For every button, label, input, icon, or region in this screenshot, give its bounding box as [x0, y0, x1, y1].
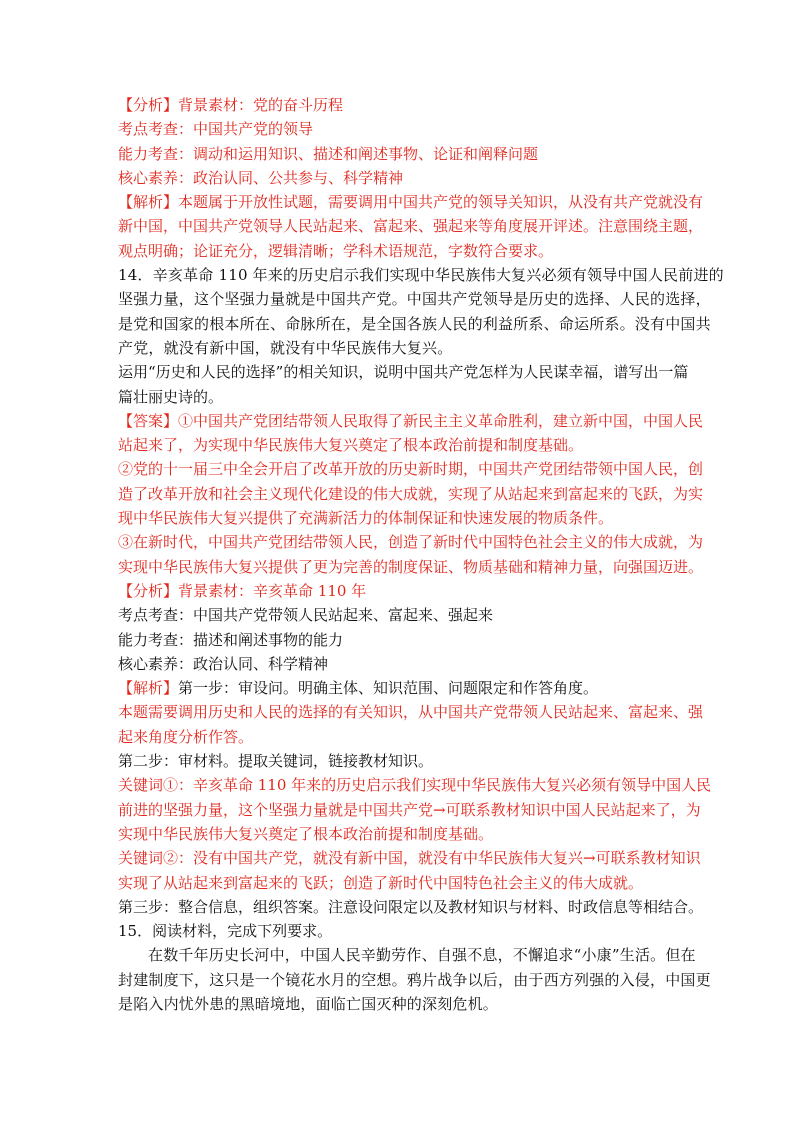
answer-line-2: 站起来了，为实现中华民族伟大复兴奠定了根本政治前提和制度基础。 [118, 436, 584, 455]
analysis-tag: 【分析】 [118, 96, 179, 114]
q15-material-line-3: 是陷入内忧外患的黑暗境地，面临亡国灭种的深刻危机。 [118, 994, 499, 1013]
q14-explanation-line-2: 本题需要调用历史和人民的选择的有关知识，从中国共产党带领人民站起来、富起来、强 [118, 703, 704, 722]
q14-question-line-1: 运用“历史和人民的选择”的相关知识，说明中国共产党怎样为人民谋幸福，谱写出一篇 [118, 363, 689, 382]
q14-analysis-line [118, 579, 688, 603]
q14-question-line-2: 篇壮丽史诗的。 [118, 387, 224, 406]
answer-tag: 【答案】 [118, 411, 179, 430]
explanation-line-3: 观点明确；论证充分，逻辑清晰；学科术语规范，字数符合要求。 [118, 241, 554, 260]
q14-material-line-4: 产党，就没有新中国，就没有中华民族伟大复兴。 [118, 338, 453, 357]
answer-line-4: 造了改革开放和社会主义现代化建设的伟大成就，实现了从站起来到富起来的飞跃，为实 [118, 484, 704, 503]
explanation-tag: 【解析】 [118, 193, 179, 212]
document-page [118, 93, 724, 1016]
answer-line-7: 实现中华民族伟大复兴提供了更为完善的制度保证、物质基础和精神力量，向强国迈进。 [118, 557, 704, 576]
explanation-line-2: 新中国，中国共产党领导人民站起来、富起来、强起来等角度展开评述。注意围绕主题， [118, 217, 704, 236]
answer-text-1: ①中国共产党团结带领人民取得了新民主主义革命胜利，建立新中国，中国人民 [178, 411, 704, 430]
answer-line-3: ②党的十一届三中全会开启了改革开放的历史新时期，中国共产党团结带领中国人民，创 [118, 460, 704, 479]
literacy-line: 核心素养：政治认同、公共参与、科学精神 [118, 168, 404, 187]
q14-material-line-2: 坚强力量，这个坚强力量就是中国共产党。中国共产党领导是历史的选择、人民的选择， [118, 290, 711, 309]
q15-title: 15．阅读材料，完成下列要求。 [118, 922, 333, 941]
q15-material-line-2: 封建制度下，这只是一个镜花水月的空想。鸦片战争以后，由于西方列强的入侵，中国更 [118, 970, 711, 989]
q14-analysis-text: 背景素材：辛亥革命 110 年 [178, 581, 367, 600]
q14-keyword2-line-1: 关键词②：没有中国共产党，就没有新中国，就没有中华民族伟大复兴→可联系教材知识 [118, 849, 701, 868]
q14-exam-point-line: 考点考查：中国共产党带领人民站起来、富起来、强起来 [118, 606, 494, 625]
q14-literacy-line: 核心素养：政治认同、科学精神 [118, 654, 329, 673]
q14-ability-line: 能力考查：描述和阐述事物的能力 [118, 630, 344, 649]
q14-step2-line: 第二步：审材料。提取关键词，链接教材知识。 [118, 752, 434, 771]
q14-keyword1-line-2: 前进的坚强力量，这个坚强力量就是中国共产党→可联系教材知识中国人民站起来了，为 [118, 800, 701, 819]
explanation-text: 本题属于开放性试题，需要调用中国共产党的领导关知识，从没有共产党就没有 [178, 193, 704, 212]
q14-keyword1-line-1: 关键词①：辛亥革命 110 年来的历史启示我们实现中华民族伟大复兴必须有领导中国人民 [118, 776, 712, 795]
answer-line-5: 现中华民族伟大复兴提供了充满新活力的体制保证和快速发展的物质条件。 [118, 509, 614, 528]
q14-explanation-line-3: 起来角度分析作答。 [118, 727, 254, 746]
q14-keyword2-line-2: 实现了从站起来到富起来的飞跃；创造了新时代中国特色社会主义的伟大成就。 [118, 873, 644, 892]
answer-line-6: ③在新时代，中国共产党团结带领人民，创造了新时代中国特色社会主义的伟大成就，为 [118, 533, 704, 552]
q14-material-line-3: 是党和国家的根本所在、命脉所在，是全国各族人民的利益所系、命运所系。没有中国共 [118, 314, 711, 333]
explanation-line [118, 190, 704, 214]
exam-point-line: 考点考查：中国共产党的领导 [118, 120, 314, 139]
q14-explanation-tag: 【解析】 [118, 679, 179, 698]
q14-explanation-line-1 [118, 676, 688, 700]
answer-line-1 [118, 409, 704, 433]
analysis-heading-line [118, 93, 688, 117]
ability-line: 能力考查：调动和运用知识、描述和阐述事物、论证和阐释问题 [118, 144, 539, 163]
analysis-text: 背景素材：党的奋斗历程 [178, 96, 344, 114]
q14-analysis-tag: 【分析】 [118, 581, 179, 600]
q14-keyword1-line-3: 实现中华民族伟大复兴奠定了根本政治前提和制度基础。 [118, 824, 494, 843]
q14-explanation-text: 第一步：审设问。明确主体、知识范围、问题限定和作答角度。 [178, 679, 599, 698]
q15-material-line-1: 在数千年历史长河中，中国人民辛勤劳作、自强不息，不懈追求“小康”生活。但在 [148, 946, 696, 965]
q14-material-line-1: 14．辛亥革命 110 年来的历史启示我们实现中华民族伟大复兴必须有领导中国人民前进的 [118, 266, 724, 285]
q14-step3-line: 第三步：整合信息，组织答案。注意设问限定以及教材知识与材料、时政信息等相结合。 [118, 897, 704, 916]
